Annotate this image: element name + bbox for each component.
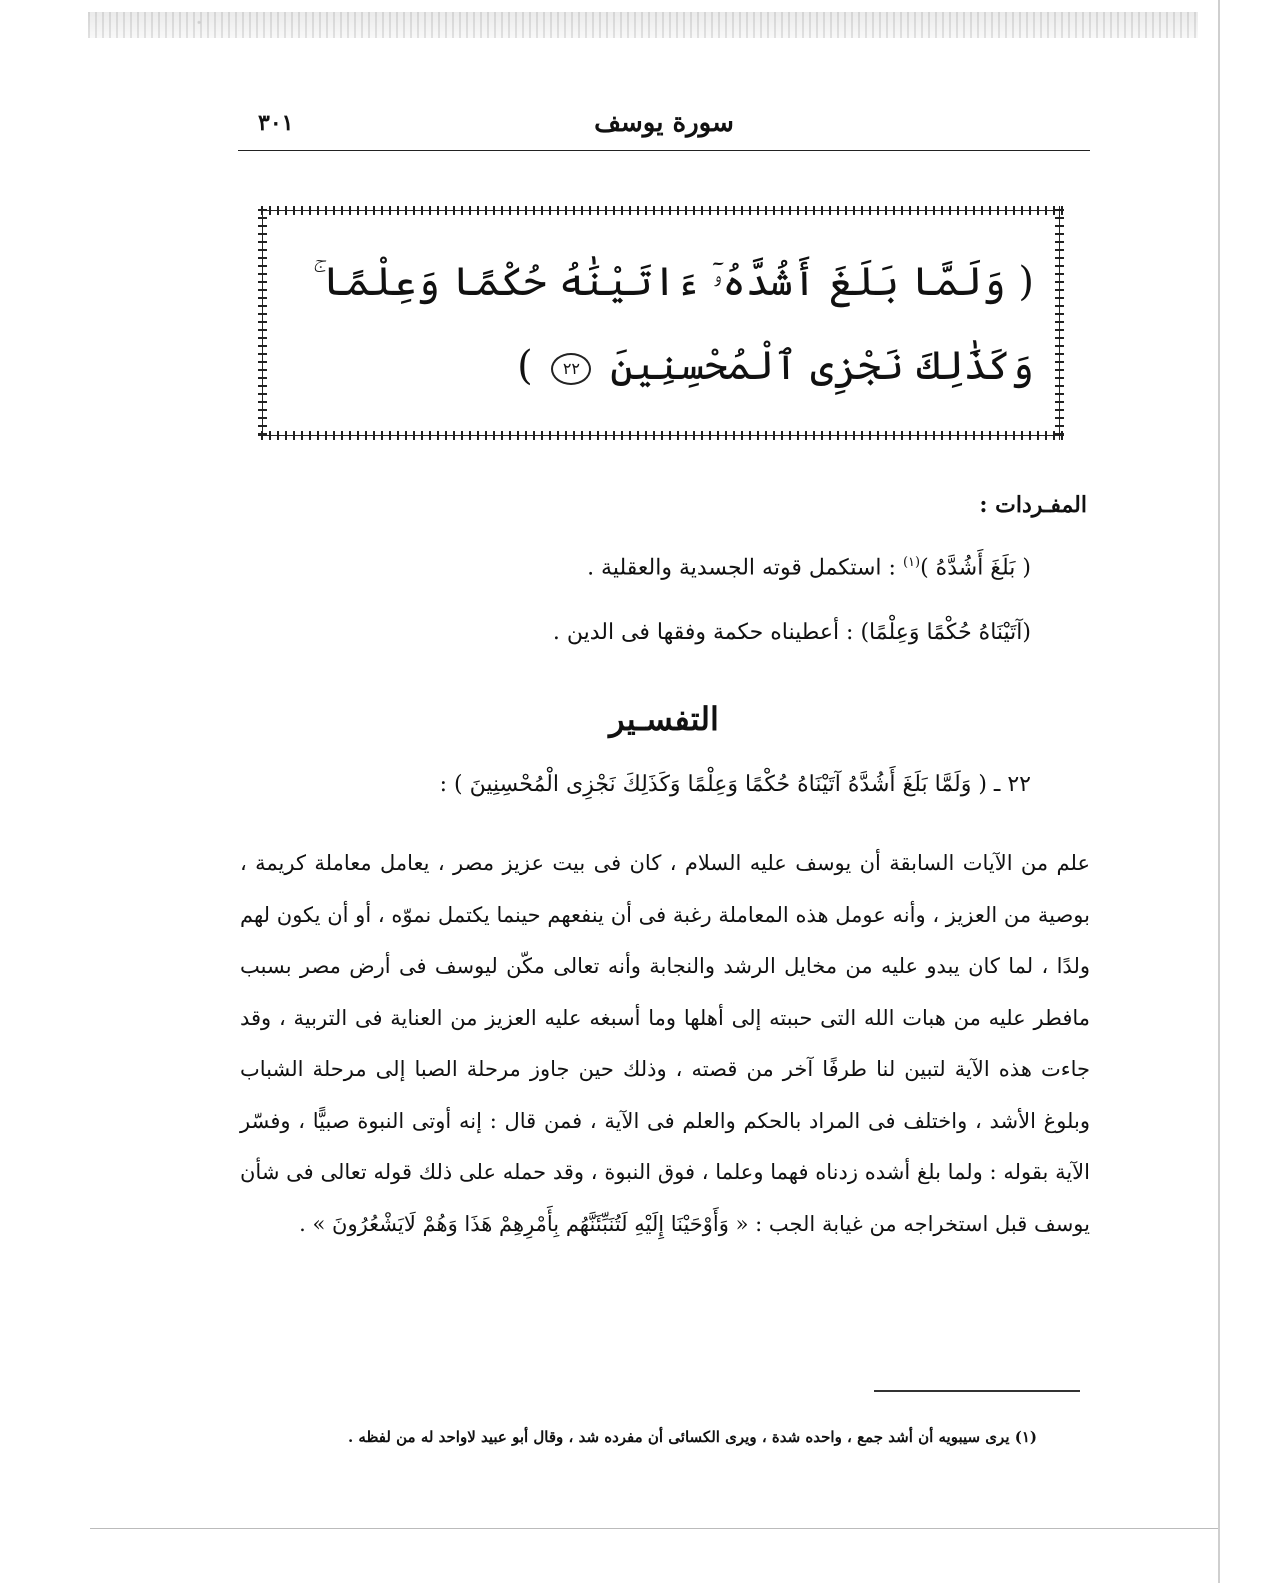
- surah-title: سورة يوسف: [594, 108, 734, 138]
- tafsir-verse-reference: ٢٢ ـ ( وَلَمَّا بَلَغَ أَشُدَّهُ آتَيْنَاهُ حُكْمًا وَعِلْمًا وَكَذَلِكَ نَجْزِى الْمُحْسِنِينَ ) :: [439, 772, 1031, 797]
- scan-noise-band: [88, 12, 1198, 38]
- vocabulary-meaning: : أعطيناه حكمة وفقها فى الدين .: [552, 620, 854, 645]
- footnote-rule: [874, 1390, 1080, 1392]
- margin-line: [1218, 0, 1220, 1583]
- vocabulary-item: [587, 555, 1031, 580]
- verse-number-ornament: ٢٢: [551, 353, 591, 385]
- ornament-border-right: [1055, 206, 1064, 440]
- verse-closing-bracket: ): [517, 343, 533, 389]
- bottom-rule: [90, 1528, 1218, 1529]
- quran-verse: [288, 240, 1034, 408]
- vocabulary-meaning: : استكمل قوته الجسدية والعقلية .: [587, 555, 896, 581]
- ornament-border-left: [258, 206, 267, 440]
- page-number: ٣٠١: [258, 110, 294, 136]
- ornament-border-bottom: [258, 431, 1064, 440]
- tafsir-heading: التفسـير: [609, 700, 719, 738]
- verse-text: ( وَلَمَّا بَلَغَ أَشُدَّهُۥٓ ءَاتَيْنَٰهُ حُكْمًا وَعِلْمًا ۚ وَكَذَٰلِكَ نَجْزِى ٱلْمُحْسِنِينَ: [312, 259, 1034, 389]
- vocabulary-heading: المفـردات :: [979, 492, 1087, 518]
- footnote-mark: (١): [902, 555, 921, 570]
- vocabulary-item: [553, 620, 1031, 645]
- tafsir-body-paragraph: علم من الآيات السابقة أن يوسف عليه السلام ، كان فى بيت عزيز مصر ، يعامل معاملة كريمة ، بوصية من العزيز ، وأنه عومل هذه المعاملة رغبة فى أن ينفعهم حينما يكتمل نموّه ، أو أن يكون لهم ولدًا ، لما كان يبدو عليه من مخايل الرشد والنجابة وأنه تعالى مكّن ليوسف فى أرض مصر بسبب مافطر عليه من هبات الله التى حببته إلى أهلها وما أسبغه عليه العزيز من العناية فى التربية ، وقد جاءت هذه الآية لتبين لنا طرفًا آخر من قصته ، وذلك حين جاوز مرحلة الصبا إلى مرحلة الشباب وبلوغ الأشد ، واختلف فى المراد بالحكم والعلم فى الآية ، فمن قال : إنه أوتى النبوة صبيًّا ، وفسّر الآية بقوله : ولما بلغ أشده زدناه فهما وعلما ، فوق النبوة ، وقد حمله على ذلك قوله تعالى فى شأن يوسف قبل استخراجه من غيابة الجب : « وَأَوْحَيْنَا إِلَيْهِ لَتُنَبِّئَنَّهُم بِأَمْرِهِمْ هَذَا وَهُمْ لَايَشْعُرُونَ » .: [240, 851, 1090, 1236]
- vocabulary-term: ( بَلَغَ أَشُدَّهُ ): [920, 555, 1031, 581]
- running-header: [238, 104, 1090, 151]
- verse-box: [258, 206, 1064, 440]
- vocabulary-term: (آتَيْنَاهُ حُكْمًا وَعِلْمًا): [860, 620, 1031, 645]
- footnote: (١) يرى سيبويه أن أشد جمع ، واحده شدة ، ويرى الكسائى أن مفرده شد ، وقال أبو عبيد لاواحد له من لفظه .: [347, 1428, 1037, 1446]
- ornament-border-top: [258, 206, 1064, 215]
